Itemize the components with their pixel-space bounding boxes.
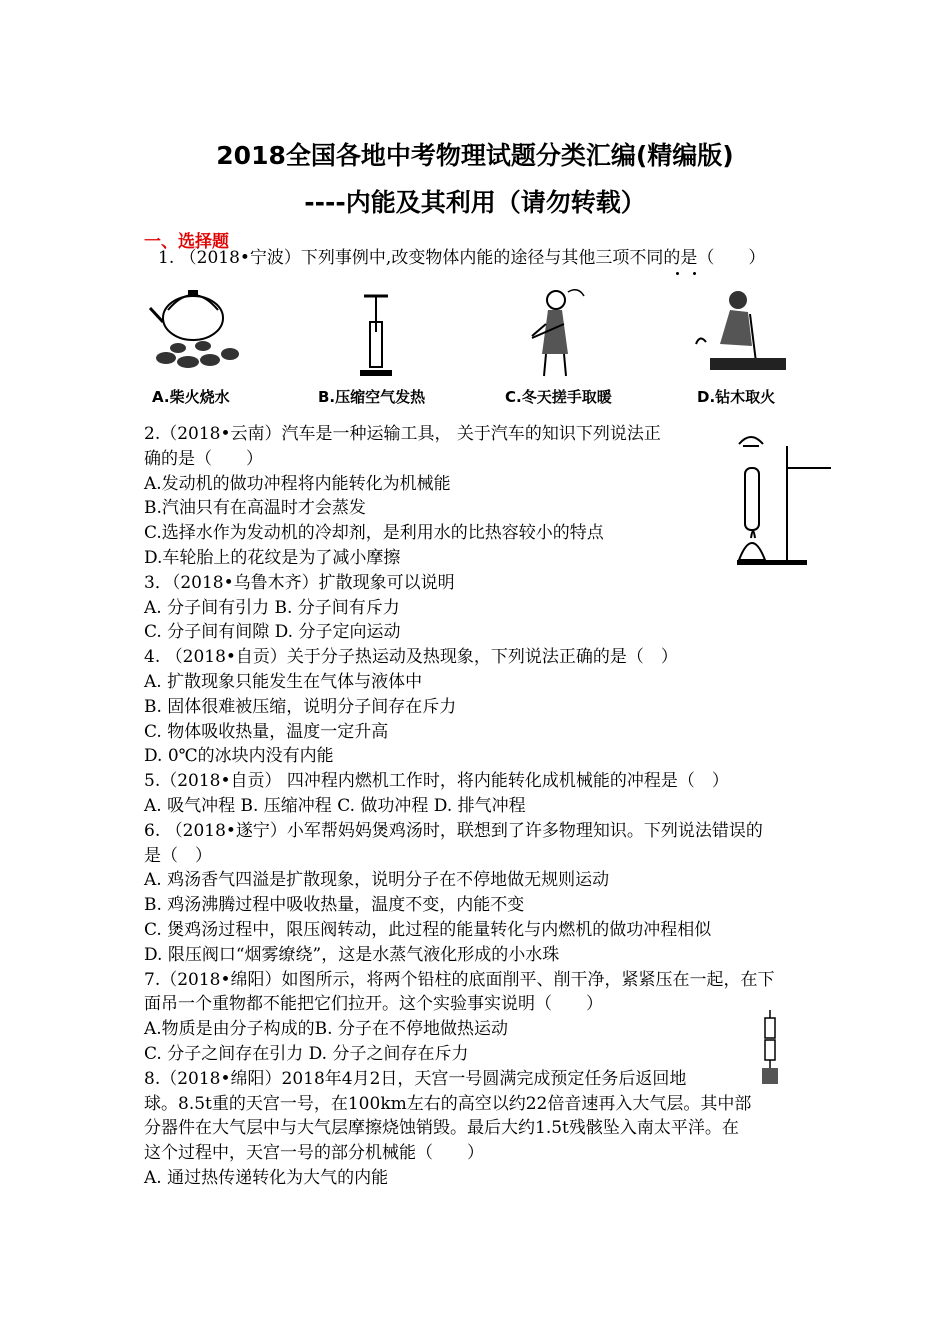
text-line: 6. （2018•遂宁）小军帮妈妈煲鸡汤时，联想到了许多物理知识。下列说法错误的 xyxy=(144,821,763,841)
text-line: A. 通过热传递转化为大气的内能 xyxy=(144,1168,389,1188)
text-line: A. 扩散现象只能发生在气体与液体中 xyxy=(144,672,423,692)
text-line: 4. （2018•自贡）关于分子热运动及热现象，下列说法正确的是（ ） xyxy=(144,647,678,667)
text-line: D. 限压阀口“烟雾缭绕”，这是水蒸气液化形成的小水珠 xyxy=(144,945,560,965)
text-line: D. 0℃的冰块内没有内能 xyxy=(144,746,334,766)
text-line: 这个过程中，天宫一号的部分机械能（ ） xyxy=(144,1143,484,1163)
text-line: C.选择水作为发动机的冷却剂，是利用水的比热容较小的特点 xyxy=(144,523,604,543)
caption-d: D.钻木取火 xyxy=(697,388,776,406)
text-line: 8.（2018•绵阳）2018年4月2日，天宫一号圆满完成预定任务后返回地 xyxy=(144,1069,687,1089)
text-line: C. 分子间有间隙 D. 分子定向运动 xyxy=(144,622,401,642)
text-line: A.物质是由分子构成的B. 分子在不停地做热运动 xyxy=(144,1019,508,1039)
section-heading: 一、选择题 xyxy=(144,232,229,252)
text-line: B. 固体很难被压缩，说明分子间存在斥力 xyxy=(144,697,457,717)
text-line: B.汽油只有在高温时才会蒸发 xyxy=(144,498,366,518)
text-line: A.发动机的做功冲程将内能转化为机械能 xyxy=(144,474,451,494)
emphasis-dot xyxy=(693,272,696,275)
text-line: 面吊一个重物都不能把它们拉开。这个实验事实说明（ ） xyxy=(144,994,603,1014)
drilling-wood-fire-illustration xyxy=(690,284,800,380)
heating-test-tube-apparatus-illustration xyxy=(735,428,835,568)
caption-b: B.压缩空气发热 xyxy=(318,388,426,406)
text-line: 是（ ） xyxy=(144,846,212,866)
text-line: 3．（2018•乌鲁木齐）扩散现象可以说明 xyxy=(144,573,455,593)
rubbing-hands-illustration xyxy=(518,284,588,380)
air-compression-cylinder-illustration xyxy=(356,292,396,382)
text-line: 5.（2018•自贡） 四冲程内燃机工作时，将内能转化成机械能的冲程是（ ） xyxy=(144,771,729,791)
kettle-fire-illustration xyxy=(148,280,248,380)
document-title: 2018全国各地中考物理试题分类汇编(精编版) xyxy=(216,141,734,170)
text-line: C. 物体吸收热量，温度一定升高 xyxy=(144,722,389,742)
text-line: 7.（2018•绵阳）如图所示，将两个铅柱的底面削平、削干净，紧紧压在一起，在下 xyxy=(144,970,775,990)
document-subtitle: ----内能及其利用（请勿转载） xyxy=(304,188,646,217)
text-line: C. 分子之间存在引力 D. 分子之间存在斥力 xyxy=(144,1044,469,1064)
emphasis-dot xyxy=(676,272,679,275)
text-line: 确的是（ ） xyxy=(144,449,263,469)
text-line: 分器件在大气层中与大气层摩擦烧蚀销毁。最后大约1.5t残骸坠入南太平洋。在 xyxy=(144,1118,739,1138)
text-line: B. 鸡汤沸腾过程中吸收热量，温度不变，内能不变 xyxy=(144,895,525,915)
caption-a: A.柴火烧水 xyxy=(152,388,230,406)
text-line: 2.（2018•云南）汽车是一种运输工具， 关于汽车的知识下列说法正 xyxy=(144,424,661,444)
question-1-stem: 1. （2018•宁波）下列事例中,改变物体内能的途径与其他三项不同的是（ ） xyxy=(158,248,766,268)
text-line: D.车轮胎上的花纹是为了减小摩擦 xyxy=(144,548,401,568)
text-line: A. 吸气冲程 B. 压缩冲程 C. 做功冲程 D. 排气冲程 xyxy=(144,796,526,816)
text-line: A. 鸡汤香气四溢是扩散现象，说明分子在不停地做无规则运动 xyxy=(144,870,610,890)
lead-cylinders-illustration xyxy=(758,1010,782,1090)
text-line: A. 分子间有引力 B. 分子间有斥力 xyxy=(144,598,400,618)
text-line: C. 煲鸡汤过程中，限压阀转动，此过程的能量转化与内燃机的做功冲程相似 xyxy=(144,920,712,940)
caption-c: C.冬天搓手取暖 xyxy=(505,388,612,406)
text-line: 球。8.5t重的天宫一号，在100km左右的高空以约22倍音速再入大气层。其中部 xyxy=(144,1094,752,1114)
